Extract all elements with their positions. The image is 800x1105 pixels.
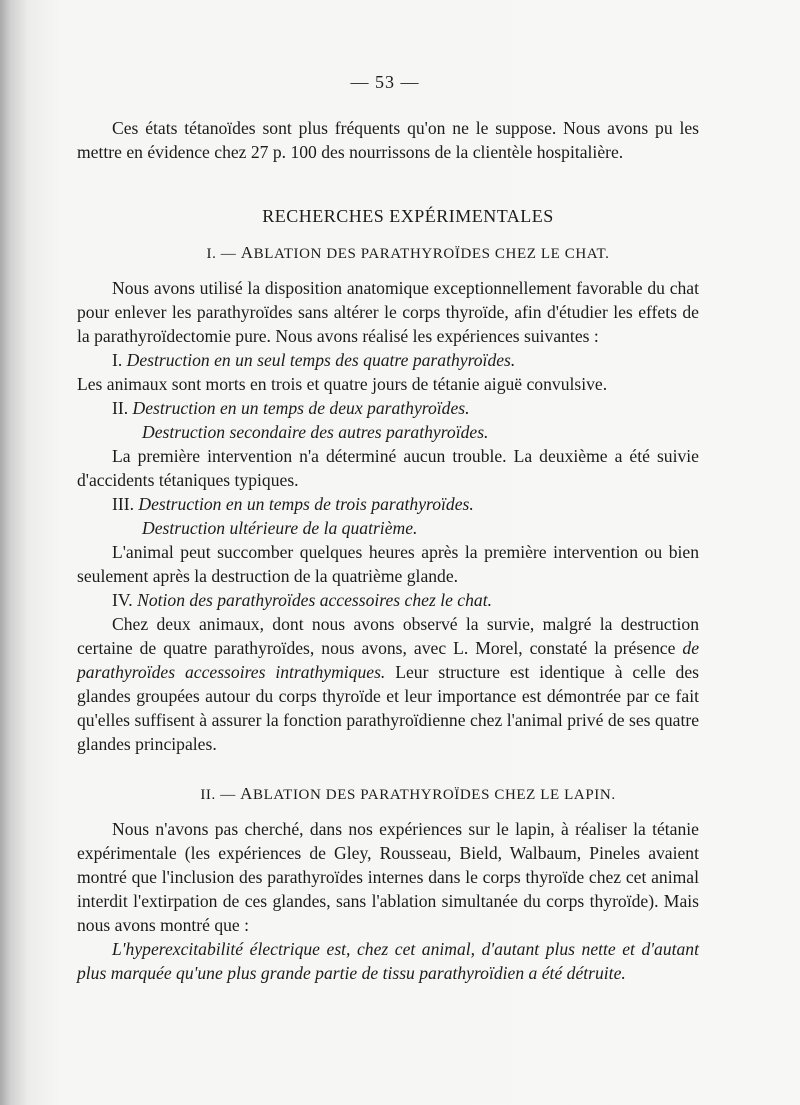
experiment-2-number: II.	[112, 398, 133, 418]
experiment-1-heading: Destruction en un seul temps des quatre parathyroïdes.	[126, 350, 516, 370]
subsection-initial: A	[240, 243, 254, 262]
subsection-rest: BLATION DES PARATHYROÏDES CHEZ LE LAPIN.	[253, 787, 616, 803]
paragraph-method: Nous avons utilisé la disposition anatomique exceptionnellement favorable du chat pour enlever les parathyroïdes sans altérer le corps thyroïde, afin d'étudier les effets de la parathyroïdectomie pure. Nous avons réalisé les expériences suivantes :	[77, 278, 699, 346]
paragraph-lapin: Nous n'avons pas cherché, dans nos expériences sur le lapin, à réaliser la tétanie expérimentale (les expériences de Gley, Rousseau, Bield, Walbaum, Pineles avaient montré que l'inclusion des parathyroïdes internes dans le corps thyroïde chez cet animal interdit l'extirpation de ces glandes, sans l'ablation simultanée du corps thyroïde). Mais nous avons montré que :	[77, 819, 699, 935]
experiment-4-text	[77, 612, 699, 756]
experiment-3-title	[77, 492, 699, 516]
paragraph-conclusion: L'hyperexcitabilité électrique est, chez cet animal, d'autant plus nette et d'autant plus marquée qu'une plus grande partie de tissu parathyroïdien a été détruite.	[77, 939, 699, 983]
experiment-3-number: III.	[112, 494, 139, 514]
page-number: — 53 —	[350, 72, 420, 92]
experiment-2-text: La première intervention n'a déterminé aucun trouble. La deuxième a été suivie d'accidents tétaniques typiques.	[77, 446, 699, 490]
experiment-4-text-a: Chez deux animaux, dont nous avons observé la survie, malgré la destruction certaine de quatre parathyroïdes, nous avons, avec L. Morel, constaté la présence	[77, 614, 699, 658]
body-text	[77, 116, 699, 985]
experiment-3-text: L'animal peut succomber quelques heures après la première intervention ou bien seulement après la destruction de la quatrième glande.	[77, 542, 699, 586]
subsection-title-chat	[77, 241, 699, 266]
experiment-2-title	[77, 396, 699, 420]
experiment-2-subheading: Destruction secondaire des autres parathyroïdes.	[142, 422, 489, 442]
experiment-4-title	[77, 588, 699, 612]
experiment-4-number: IV.	[112, 590, 138, 610]
intro-paragraph: Ces états tétanoïdes sont plus fréquents qu'on ne le suppose. Nous avons pu les mettre en évidence chez 27 p. 100 des nourrissons de la clientèle hospitalière.	[77, 118, 699, 162]
experiment-4-text-italic: de parathyroïdes accessoires intrathymiques.	[77, 638, 699, 682]
subsection-number: I. —	[206, 246, 241, 262]
experiment-4-heading: Notion des parathyroïdes accessoires chez le chat.	[137, 590, 493, 610]
subsection-initial: A	[240, 784, 254, 803]
experiment-1-text: Les animaux sont morts en trois et quatre jours de tétanie aiguë convulsive.	[77, 374, 608, 394]
subsection-rest: BLATION DES PARATHYROÏDES CHEZ LE CHAT.	[253, 246, 610, 262]
experiment-3-heading: Destruction en un temps de trois parathyroïdes.	[138, 494, 474, 514]
subsection-title-lapin	[77, 782, 699, 807]
experiment-1-number: I.	[112, 350, 127, 370]
section-title: RECHERCHES EXPÉRIMENTALES	[262, 206, 554, 226]
experiment-1-title	[77, 348, 699, 372]
experiment-4-text-b: Leur structure est identique à celle des glandes groupées autour du corps thyroïde et leur importance est démontrée par ce fait qu'elles suffisent à assurer la fonction parathyroïdienne chez l'animal privé de ses quatre glandes principales.	[77, 662, 700, 754]
experiment-2-heading: Destruction en un temps de deux parathyroïdes.	[132, 398, 470, 418]
experiment-3-subheading: Destruction ultérieure de la quatrième.	[142, 518, 418, 538]
subsection-number: II. —	[200, 787, 241, 803]
